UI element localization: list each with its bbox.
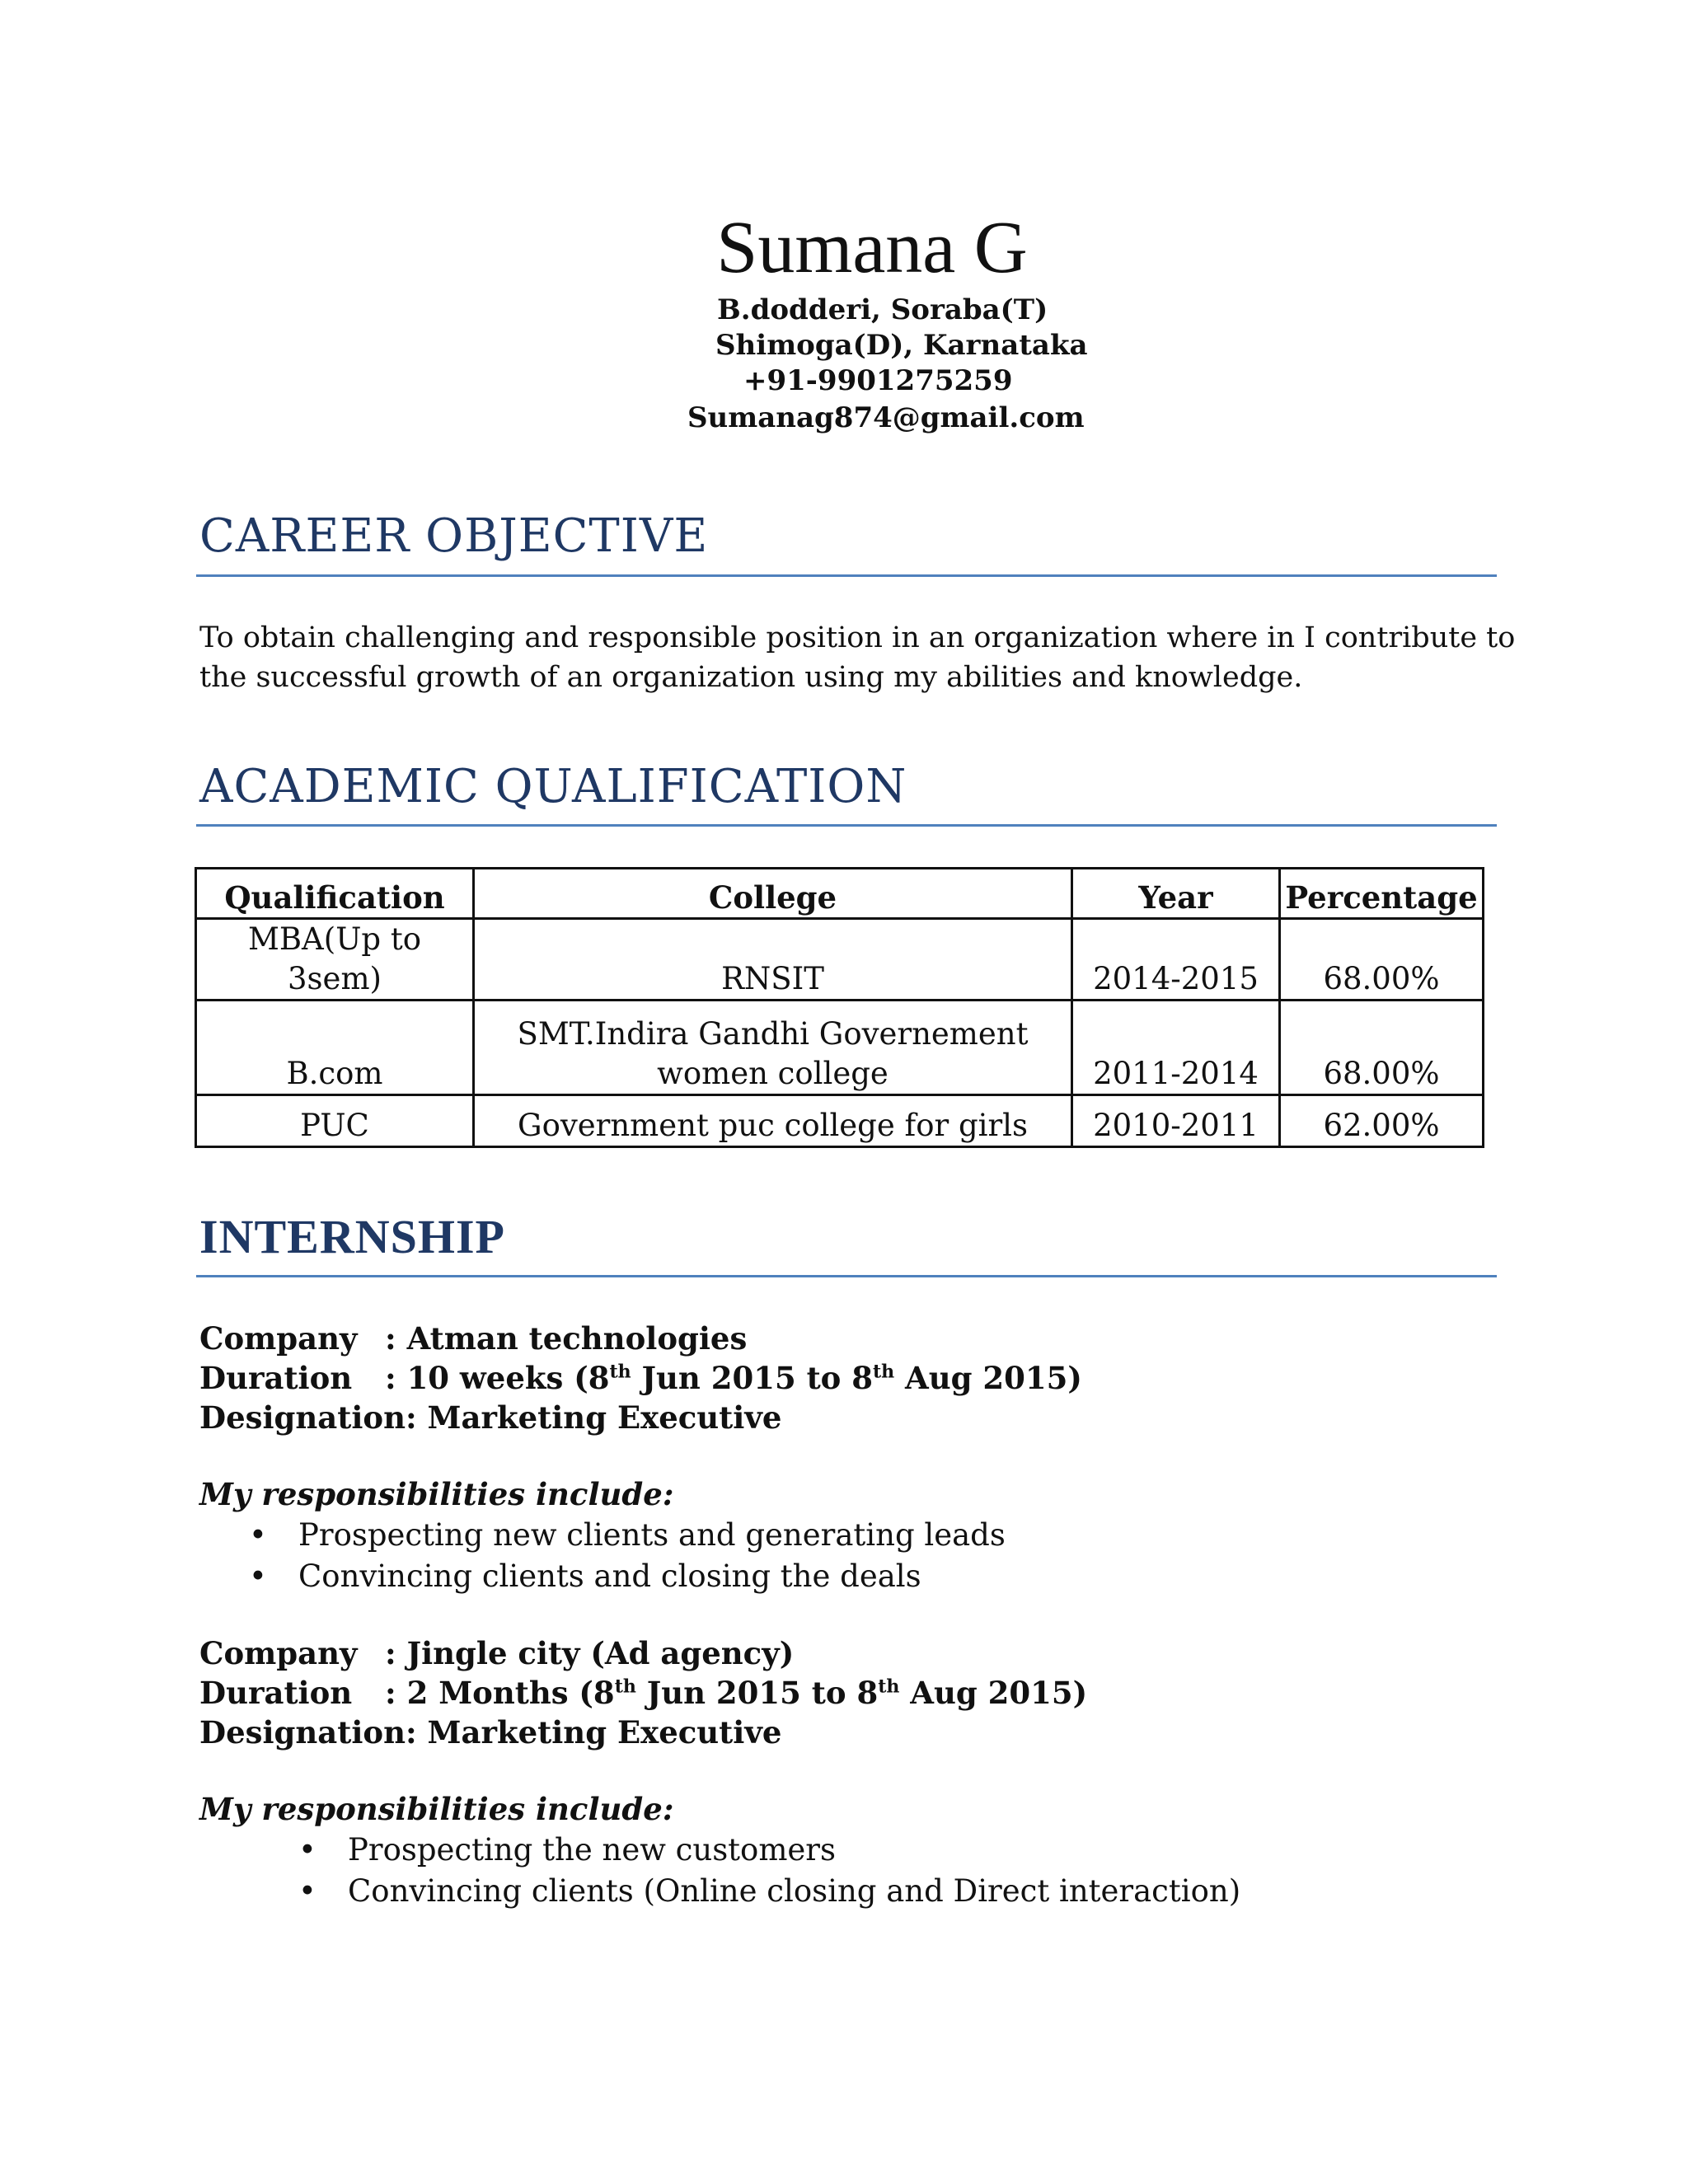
company-row: Company : Jingle city (Ad agency): [199, 1635, 795, 1671]
college-cell: SMT.Indira Gandhi Governement women college: [474, 1001, 1072, 1095]
company-value: Atman technologies: [406, 1320, 748, 1357]
bullet-icon: •: [298, 1873, 316, 1909]
designation-value: Marketing Executive: [427, 1399, 782, 1436]
table-header-row: [196, 869, 1484, 919]
college-cell: Government puc college for girls: [474, 1095, 1072, 1147]
duration-row: Duration : 2 Months (8th Jun 2015 to 8th Aug 2015): [199, 1675, 1088, 1711]
section-divider: [196, 1275, 1497, 1277]
column-header: Year: [1072, 869, 1280, 919]
qualification-cell: PUC: [196, 1095, 474, 1147]
table-row: [196, 1095, 1484, 1147]
bullet-icon: •: [249, 1517, 267, 1553]
qualification-cell: B.com: [196, 1001, 474, 1095]
address-line-2: Shimoga(D), Karnataka: [715, 329, 1088, 362]
qualification-cell: MBA(Up to 3sem): [196, 919, 474, 1001]
section-divider: [196, 574, 1497, 577]
address-line-1: B.dodderi, Soraba(T): [717, 293, 1048, 326]
company-label: Company: [199, 1320, 358, 1357]
responsibilities-list: [298, 1830, 1241, 1912]
college-cell: RNSIT: [474, 919, 1072, 1001]
responsibilities-heading: My responsibilities include:: [199, 1476, 674, 1512]
phone-number: +91-9901275259: [743, 364, 1013, 397]
list-item: • Convincing clients (Online closing and Direct interaction): [348, 1871, 1240, 1912]
list-item: • Convincing clients and closing the deals: [298, 1556, 1006, 1597]
section-divider: [196, 824, 1497, 827]
responsibilities-heading: My responsibilities include:: [199, 1791, 674, 1827]
column-header: Percentage: [1280, 869, 1484, 919]
year-cell: 2010-2011: [1072, 1095, 1280, 1147]
candidate-name: Sumana G: [716, 207, 1028, 288]
academic-qualification-heading: ACADEMIC QUALIFICATION: [199, 760, 907, 813]
bullet-icon: •: [298, 1832, 316, 1868]
email-address: Sumanag874@gmail.com: [687, 401, 1085, 434]
company-label: Company: [199, 1635, 358, 1671]
list-item: • Prospecting new clients and generating leads: [298, 1515, 1006, 1556]
designation-label: Designation:: [199, 1714, 417, 1750]
designation-row: [199, 1713, 781, 1752]
designation-value: Marketing Executive: [427, 1714, 782, 1750]
objective-line-1: To obtain challenging and responsible position in an organization where in I contribute to: [199, 621, 1516, 654]
designation-label: Designation:: [199, 1399, 417, 1436]
percentage-cell: 68.00%: [1280, 919, 1484, 1001]
career-objective-heading: CAREER OBJECTIVE: [199, 509, 709, 563]
year-cell: 2011-2014: [1072, 1001, 1280, 1095]
percentage-cell: 68.00%: [1280, 1001, 1484, 1095]
responsibilities-list: [249, 1515, 1006, 1597]
year-cell: 2014-2015: [1072, 919, 1280, 1001]
duration-row: Duration : 10 weeks (8th Jun 2015 to 8th Aug 2015): [199, 1360, 1082, 1396]
percentage-cell: 62.00%: [1280, 1095, 1484, 1147]
qualification-table: [195, 867, 1484, 1148]
company-row: Company : Atman technologies: [199, 1320, 748, 1357]
table-row: [196, 919, 1484, 1001]
bullet-icon: •: [249, 1558, 267, 1594]
internship-heading: INTERNSHIP: [199, 1210, 505, 1263]
duration-label: Duration: [199, 1360, 353, 1396]
duration-label: Duration: [199, 1675, 353, 1711]
designation-row: [199, 1398, 781, 1437]
column-header: College: [474, 869, 1072, 919]
objective-line-2: the successful growth of an organization using my abilities and knowledge.: [199, 661, 1303, 694]
list-item: • Prospecting the new customers: [348, 1830, 1240, 1871]
table-row: [196, 1001, 1484, 1095]
company-value: Jingle city (Ad agency): [406, 1635, 795, 1671]
column-header: Qualification: [196, 869, 474, 919]
